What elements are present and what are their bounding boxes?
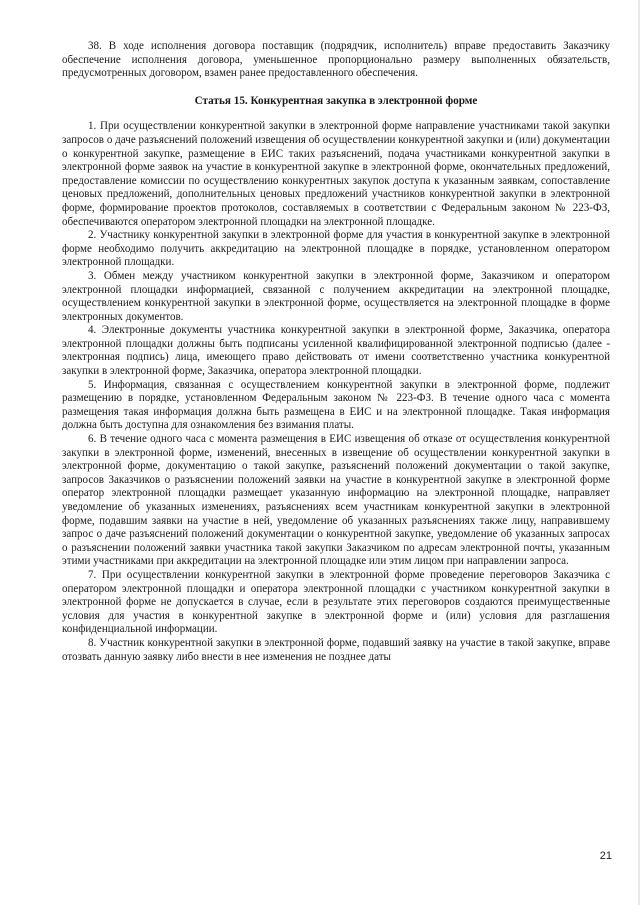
- article-heading: Статья 15. Конкурентная закупка в электронной форме: [194, 94, 478, 107]
- paragraph-1: 1. При осуществлении конкурентной закупки в электронной форме направление участниками такой закупки запросов о даче разъяснений положений извещения об осуществлении конкурентной закупки и (или) документации о конкурентной закупке, размещение в ЕИС таких разъяснений, подача участниками конкурентной закупки в электронной форме заявок на участие в конкурентной закупке в электронной форме, окончательных предложений, предоставление комиссии по осуществлению конкурентных закупок доступа к указанным заявкам, сопоставление ценовых предложений, дополнительных ценовых предложений участников конкурентной закупки в электронной форме, формирование проектов протоколов, составляемых в соответствии с Федеральным законом № 223-ФЗ, обеспечиваются оператором электронной площадки на электронной площадке.: [62, 120, 610, 228]
- paragraph-3: 3. Обмен между участником конкурентной закупки в электронной форме, Заказчиком и оператором электронной площадки информацией, связанной с получением аккредитации на электронной площадке, осуществлением конкурентной закупки в электронной форме, осуществляется на электронной площадке в форме электронных документов.: [62, 269, 610, 323]
- paragraph-2: 2. Участнику конкурентной закупки в электронной форме для участия в конкурентной закупке в электронной форме необходимо получить аккредитацию на электронной площадке в порядке, установленном оператором электронной площадки.: [62, 229, 610, 269]
- paragraph-5: 5. Информация, связанная с осуществлением конкурентной закупки в электронной форме, подлежит размещению в порядке, установленном Федеральным законом № 223-ФЗ. В течение одного часа с момента размещения такая информация должна быть размещена в ЕИС и на электронной площадке. Такая информация должна быть доступна для ознакомления без взимания платы.: [62, 378, 610, 432]
- intro-paragraph: 38. В ходе исполнения договора поставщик (подрядчик, исполнитель) вправе предоставить Заказчику обеспечение исполнения договора, уменьшенное пропорционально размеру выполненных обязательств, предусмотренных договором, взамен ранее предоставленного обеспечения.: [62, 40, 610, 80]
- paragraph-6: 6. В течение одного часа с момента размещения в ЕИС извещения об отказе от осуществления конкурентной закупки в электронной форме, изменений, внесенных в извещение об осуществлении конкурентной закупки в электронной форме, документацию о такой закупке, разъяснений положений документации о такой закупке, запросов Заказчиков о разъяснении положений заявки на участие в конкурентной закупке в электронной форме оператор электронной площадки размещает указанную информацию на электронной площадке, направляет уведомление об указанных изменениях, разъяснениях всем участникам конкурентной закупки в электронной форме, подавшим заявки на участие в ней, уведомление об указанных разъяснениях также лицу, направившему запрос о даче разъяснений положений документации о конкурентной закупке, уведомление об указанных запросах о разъяснении положений заявки участника такой закупки Заказчиком по адресам электронной почты, указанным этими участниками при аккредитации на электронной площадке или этим лицом при направлении запроса.: [62, 433, 610, 568]
- paragraph-8: 8. Участник конкурентной закупки в электронной форме, подавший заявку на участие в такой закупке, вправе отозвать данную заявку либо внести в нее изменения не позднее даты: [62, 636, 610, 663]
- page-number: 21: [599, 850, 612, 862]
- paragraph-4: 4. Электронные документы участника конкурентной закупки в электронной форме, Заказчика, оператора электронной площадки должны быть подписаны усиленной квалифицированной электронной подписью (далее - электронная подпись) лица, имеющего право действовать от имени соответственно участника конкурентной закупки в электронной форме, Заказчика, оператора электронной площадки.: [62, 324, 610, 378]
- document-page: [62, 40, 610, 664]
- paragraph-7: 7. При осуществлении конкурентной закупки в электронной форме проведение переговоров Заказчика с оператором электронной площадки и оператора электронной площадки с участником конкурентной закупки в электронной форме не допускается в случае, если в результате этих переговоров создаются преимущественные условия для участия в конкурентной закупке в электронной форме и (или) условия для разглашения конфиденциальной информации.: [62, 568, 610, 636]
